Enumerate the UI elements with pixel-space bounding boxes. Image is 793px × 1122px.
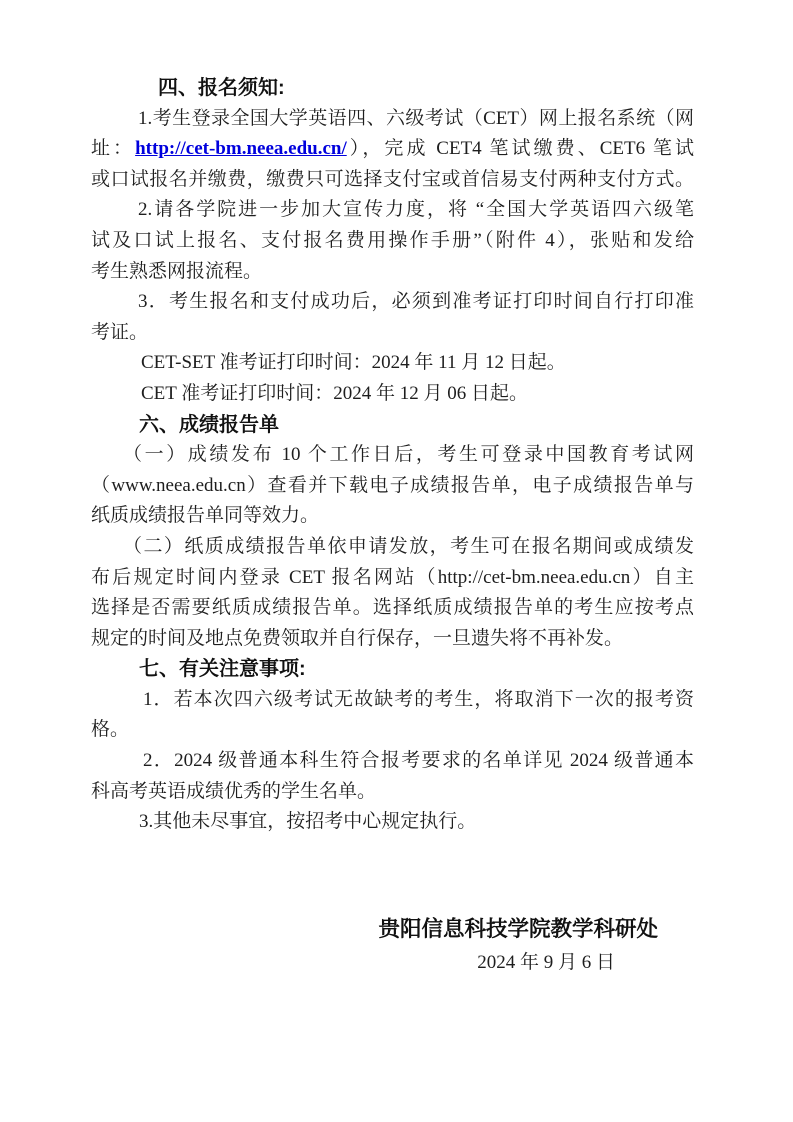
text-line: 2.请各学院进一步加大宣传力度，将 “全国大学英语四六级笔	[138, 199, 694, 221]
text-line: 布后规定时间内登录 CET 报名网站（http://cet-bm.neea.edu.cn）自主	[91, 566, 694, 588]
issue-date: 2024 年 9 月 6 日	[477, 951, 615, 973]
issuer-name: 贵阳信息科技学院教学科研处	[378, 916, 658, 941]
text-line: 考证。	[91, 321, 149, 343]
text-line: （二）纸质成绩报告单依申请发放，考生可在报名期间或成绩发	[123, 535, 694, 557]
text-segment: 址：	[91, 138, 136, 160]
notice-body	[91, 73, 694, 978]
text-line: 选择是否需要纸质成绩报告单。选择纸质成绩报告单的考生应按考点	[91, 597, 694, 619]
text-segment: ），完成 CET4 笔试缴费、CET6 笔试	[346, 138, 694, 160]
text-line: 或口试报名并缴费，缴费只可选择支付宝或首信易支付两种支付方式。	[91, 168, 694, 190]
section-heading: 六、成绩报告单	[139, 413, 279, 436]
text-line: 考生熟悉网报流程。	[91, 260, 263, 282]
text-line: 1.考生登录全国大学英语四、六级考试（CET）网上报名系统（网	[138, 107, 694, 129]
text-line: 试及口试上报名、支付报名费用操作手册”（附件 4），张贴和发给	[91, 229, 694, 251]
signature-block	[91, 911, 694, 978]
text-line: 格。	[91, 719, 130, 741]
text-line: （一）成绩发布 10 个工作日后，考生可登录中国教育考试网	[123, 444, 694, 466]
text-line: 1．若本次四六级考试无故缺考的考生，将取消下一次的报考资	[143, 688, 694, 710]
text-line: 3.其他未尽事宜，按招考中心规定执行。	[139, 811, 477, 833]
text-line: 2．2024 级普通本科生符合报考要求的名单详见 2024 级普通本	[143, 750, 694, 772]
notice-text-lines	[91, 73, 694, 838]
text-line: CET 准考证打印时间：2024 年 12 月 06 日起。	[141, 382, 529, 404]
section-heading: 七、有关注意事项:	[139, 658, 306, 681]
cet-registration-url-link[interactable]: http://cet-bm.neea.edu.cn/	[135, 138, 347, 160]
text-line: 科高考英语成绩优秀的学生名单。	[91, 780, 377, 802]
text-line: （www.neea.edu.cn）查看并下载电子成绩报告单，电子成绩报告单与	[91, 474, 694, 496]
section-heading: 四、报名须知:	[158, 77, 285, 99]
text-line: 纸质成绩报告单同等效力。	[91, 505, 320, 527]
text-line: 3．考生报名和支付成功后，必须到准考证打印时间自行打印准	[138, 291, 694, 313]
text-line	[91, 134, 694, 165]
text-line: CET-SET 准考证打印时间：2024 年 11 月 12 日起。	[141, 352, 566, 374]
text-line: 规定的时间及地点免费领取并自行保存，一旦遗失将不再补发。	[91, 627, 624, 649]
